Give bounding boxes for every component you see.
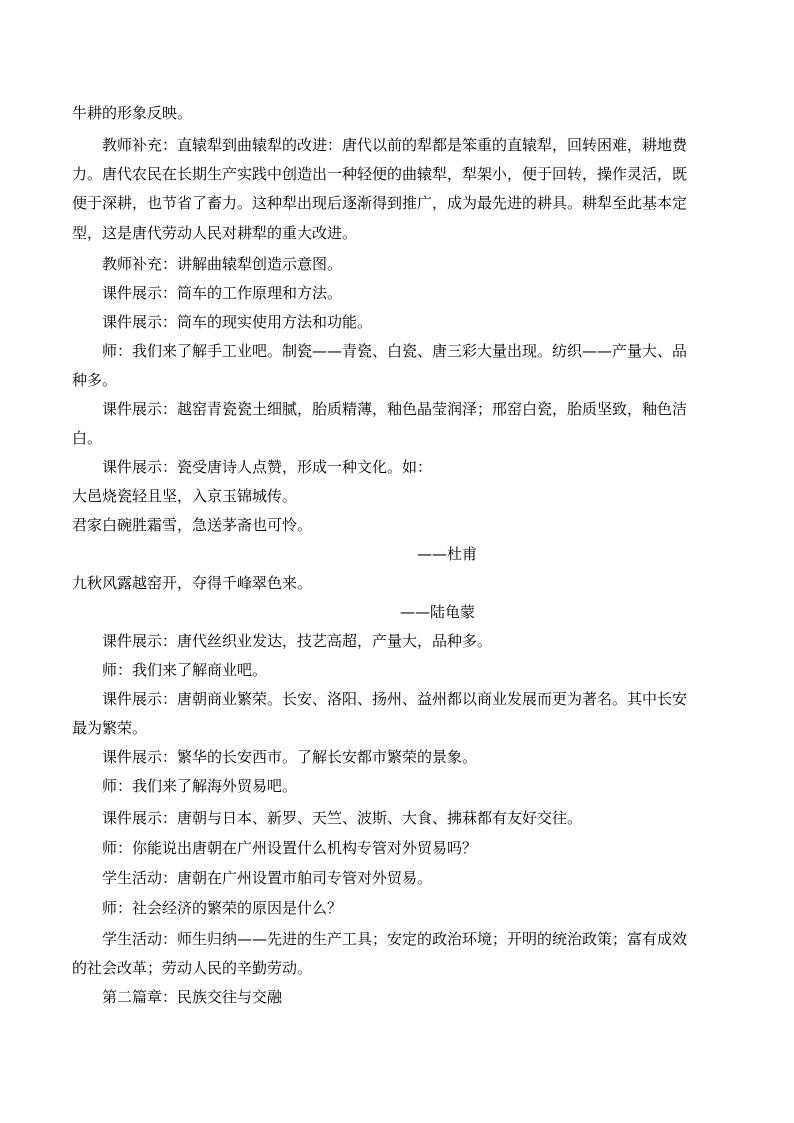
text-line: 力。唐代农民在长期生产实践中创造出一种轻便的曲辕犁，犁架小，便于回转，操作灵活，既 — [72, 165, 688, 183]
poem-line: 君家白碗胜霜雪，急送茅斋也可怜。 — [72, 516, 313, 534]
text-line: 牛耕的形象反映。 — [72, 104, 193, 122]
text-line: 的社会改革；劳动人民的辛勤劳动。 — [72, 959, 313, 977]
text-line: 课件展示：唐朝与日本、新罗、天竺、波斯、大食、拂菻都有友好交往。 — [102, 809, 583, 827]
text-line: 课件展示：越窑青瓷瓷土细腻，胎质精薄，釉色晶莹润泽；邢窑白瓷，胎质坚致，釉色洁 — [102, 400, 688, 418]
text-line: 教师补充：直辕犁到曲辕犁的改进：唐代以前的犁都是笨重的直辕犁，回转困难，耕地费 — [102, 136, 688, 154]
text-line: 课件展示：筒车的工作原理和方法。 — [102, 284, 343, 302]
poem-line: 九秋风露越窑开，夺得千峰翠色来。 — [72, 574, 313, 592]
text-line: 师：我们来了解海外贸易吧。 — [102, 777, 298, 795]
section-heading: 第二篇章：民族交往与交融 — [102, 988, 283, 1006]
text-line: 白。 — [72, 429, 103, 447]
text-line: 课件展示：瓷受唐诗人点赞，形成一种文化。如： — [102, 458, 433, 476]
poem-line: 大邑烧瓷轻且坚，入京玉锦城传。 — [72, 487, 298, 505]
text-line: 学生活动：师生归纳——先进的生产工具；安定的政治环境；开明的统治政策；富有成效 — [102, 930, 688, 948]
poem-author: ——杜甫 — [417, 545, 478, 563]
text-line: 师：我们来了解手工业吧。制瓷——青瓷、白瓷、唐三彩大量出现。纺织——产量大、品 — [102, 342, 688, 360]
text-line: 师：我们来了解商业吧。 — [102, 661, 268, 679]
text-line: 型，这是唐代劳动人民对耕犁的重大改进。 — [72, 224, 358, 242]
text-line: 种多。 — [72, 371, 118, 389]
text-line: 课件展示：繁华的长安西市。了解长安都市繁荣的景象。 — [102, 748, 478, 766]
text-line: 便于深耕，也节省了畜力。这种犁出现后逐渐得到推广，成为最先进的耕具。耕犁至此基本定 — [72, 194, 688, 212]
poem-author: ——陆龟蒙 — [400, 603, 476, 621]
text-line: 教师补充：讲解曲辕犁创造示意图。 — [102, 255, 343, 273]
text-line: 师：你能说出唐朝在广州设置什么机构专管对外贸易吗？ — [102, 839, 478, 857]
text-line: 学生活动：唐朝在广州设置市舶司专管对外贸易。 — [102, 869, 433, 887]
text-line: 课件展示：唐朝商业繁荣。长安、洛阳、扬州、益州都以商业发展而更为著名。其中长安 — [102, 690, 688, 708]
text-line: 师：社会经济的繁荣的原因是什么？ — [102, 899, 343, 917]
text-line: 课件展示：筒车的现实使用方法和功能。 — [102, 313, 373, 331]
text-line: 最为繁荣。 — [72, 719, 148, 737]
text-line: 课件展示：唐代丝织业发达，技艺高超，产量大，品种多。 — [102, 632, 493, 650]
